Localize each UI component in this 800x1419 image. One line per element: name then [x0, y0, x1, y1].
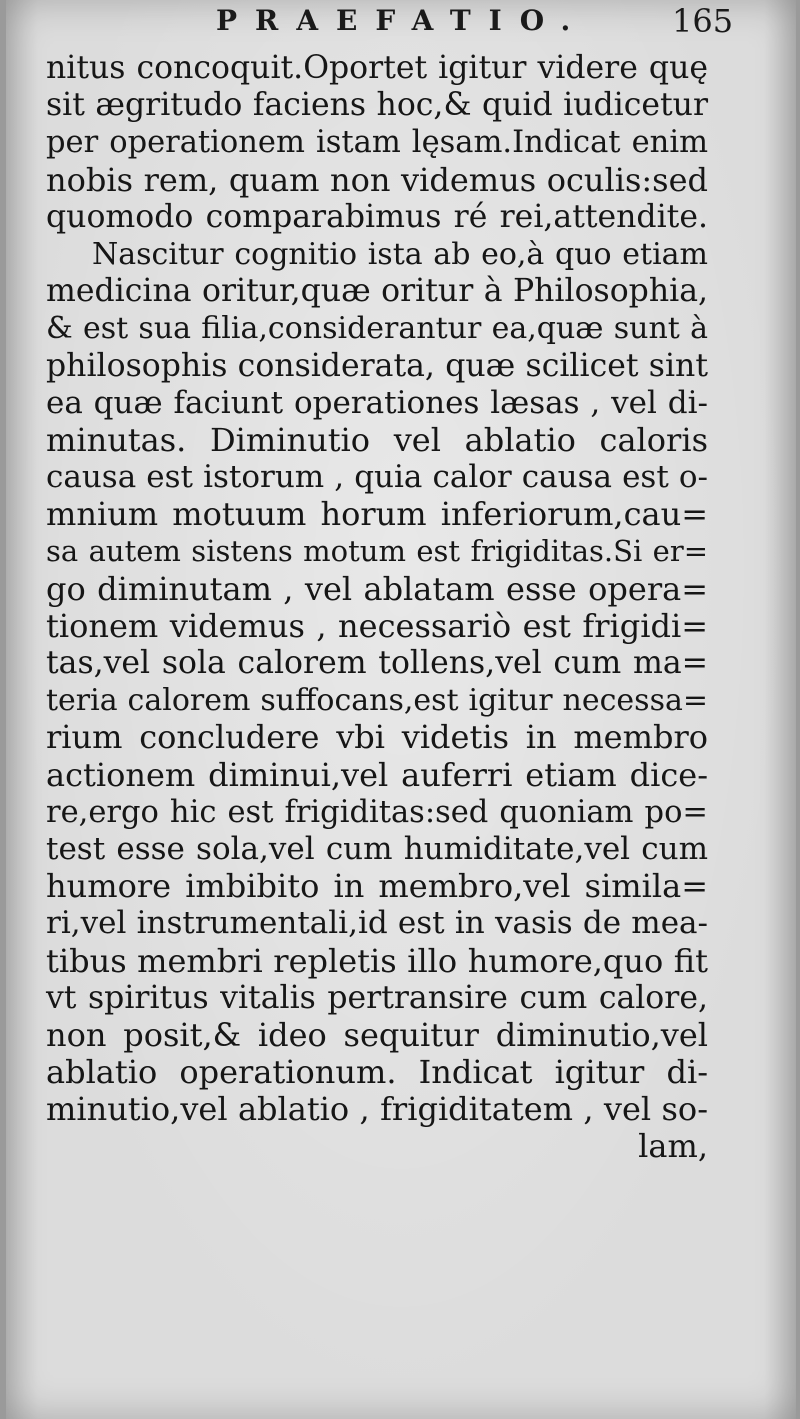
text-line-paragraph-start: Nascitur cognitio ista ab eo,à quo etiam	[92, 236, 708, 272]
text-line: per operationem istam lęsam.Indicat enim	[46, 125, 708, 161]
text-line: humore imbibito in membro,vel simila=	[46, 867, 708, 906]
running-head	[6, 4, 796, 44]
text-line: minutio,vel ablatio , frigiditatem , vel so-	[46, 1090, 708, 1129]
text-line: tionem videmus , necessariò est frigidi=	[46, 606, 708, 645]
text-line: & est sua filia,considerantur ea,quæ sunt à	[46, 311, 708, 347]
text-line: quomodo comparabimus ré rei,attendite.	[46, 198, 708, 235]
book-page	[6, 0, 796, 1419]
text-line: go diminutam , vel ablatam esse opera=	[46, 569, 708, 608]
text-line: philosophis considerata, quæ scilicet sint	[46, 347, 708, 384]
text-line: rium concludere vbi videtis in membro	[46, 718, 708, 757]
body-text	[46, 50, 708, 1166]
text-line: tibus membri repletis illo humore,quo fit	[46, 941, 708, 980]
text-line: causa est istorum , quia calor causa est o-	[46, 459, 708, 496]
text-line: vt spiritus vitalis pertransire cum calore,	[46, 979, 708, 1016]
text-line: nitus concoquit.Oportet igitur videre quę	[46, 50, 708, 86]
catchword: lam,	[638, 1127, 708, 1166]
text-line: ea quæ faciunt operationes læsas , vel di-	[46, 384, 708, 421]
text-line: medicina oritur,quæ oritur à Philosophia,	[46, 273, 708, 310]
text-line: re,ergo hic est frigiditas:sed quoniam po=	[46, 794, 708, 830]
text-line: ri,vel instrumentali,id est in vasis de mea-	[46, 905, 708, 942]
text-line: tas,vel sola calorem tollens,vel cum ma=	[46, 645, 708, 681]
page-number: 165	[672, 2, 734, 40]
text-line: actionem diminui,vel auferri etiam dice-	[46, 755, 708, 794]
text-line: nobis rem, quam non videmus oculis:sed	[46, 160, 708, 199]
text-line: mnium motuum horum inferiorum,cau=	[46, 495, 708, 534]
text-line: test esse sola,vel cum humiditate,vel cum	[46, 830, 708, 867]
text-line: sa autem sistens motum est frigiditas.Si er=	[46, 534, 708, 569]
text-line: minutas. Diminutio vel ablatio caloris	[46, 420, 708, 459]
running-title: PRAEFATIO.	[216, 4, 589, 37]
text-line: sit ægritudo faciens hoc,& quid iudicetur	[46, 87, 708, 124]
text-line: non posit,& ideo sequitur diminutio,vel	[46, 1015, 708, 1054]
text-line: teria calorem suffocans,est igitur necessa=	[46, 683, 708, 719]
text-line: ablatio operationum. Indicat igitur di-	[46, 1053, 708, 1092]
